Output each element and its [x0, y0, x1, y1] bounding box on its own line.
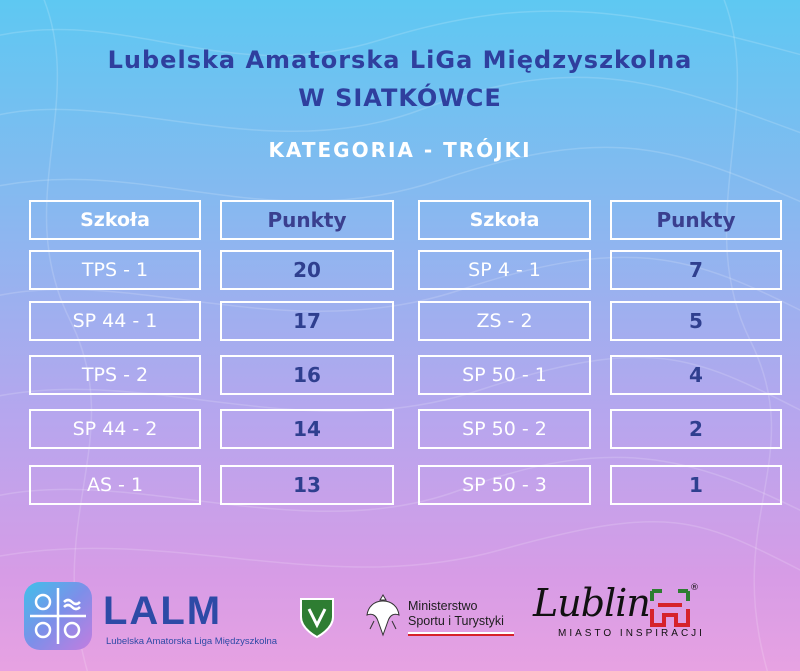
registered-mark: ®	[690, 583, 699, 593]
left-school-header: Szkoła	[29, 200, 201, 240]
left-school-cell: SP 44 - 1	[29, 301, 201, 341]
lublin-tagline: MIASTO INSPIRACJI	[558, 628, 705, 639]
right-points-header: Punkty	[610, 200, 782, 240]
right-points-cell: 2	[610, 409, 782, 449]
left-school-cell: AS - 1	[29, 465, 201, 505]
left-points-cell: 17	[220, 301, 394, 341]
lublin-logo: Lublin	[533, 581, 650, 625]
polish-eagle-icon	[364, 591, 402, 639]
ministry-flag-bar	[408, 632, 514, 636]
right-points-cell: 4	[610, 355, 782, 395]
right-points-cell: 1	[610, 465, 782, 505]
right-points-cell: 5	[610, 301, 782, 341]
left-school-cell: TPS - 2	[29, 355, 201, 395]
left-points-cell: 20	[220, 250, 394, 290]
right-school-cell: ZS - 2	[418, 301, 591, 341]
right-school-header: Szkoła	[418, 200, 591, 240]
left-school-cell: TPS - 1	[29, 250, 201, 290]
left-points-cell: 16	[220, 355, 394, 395]
right-points-cell: 7	[610, 250, 782, 290]
league-subtitle: W SIATKÓWCE	[298, 84, 502, 112]
ministry-logo-text	[408, 599, 504, 629]
right-school-cell: SP 50 - 1	[418, 355, 591, 395]
ministry-line-1: Ministerstwo	[408, 599, 478, 613]
left-school-cell: SP 44 - 2	[29, 409, 201, 449]
left-points-header: Punkty	[220, 200, 394, 240]
category-title: KATEGORIA - TRÓJKI	[268, 138, 532, 162]
lalm-badge-icon	[24, 582, 92, 650]
sponsor-footer	[0, 575, 800, 671]
lublin-gate-icon	[648, 587, 692, 629]
lalm-subtitle: Lubelska Amatorska Liga Międzyszkolna	[106, 636, 278, 647]
left-points-cell: 13	[220, 465, 394, 505]
left-points-cell: 14	[220, 409, 394, 449]
league-title: Lubelska Amatorska LiGa Międzyszkolna	[107, 46, 693, 74]
lalm-logo: LALM	[103, 589, 223, 633]
club-shield-icon	[297, 595, 337, 639]
right-school-cell: SP 50 - 2	[418, 409, 591, 449]
right-school-cell: SP 50 - 3	[418, 465, 591, 505]
ministry-line-2: Sportu i Turystyki	[408, 614, 504, 628]
right-school-cell: SP 4 - 1	[418, 250, 591, 290]
